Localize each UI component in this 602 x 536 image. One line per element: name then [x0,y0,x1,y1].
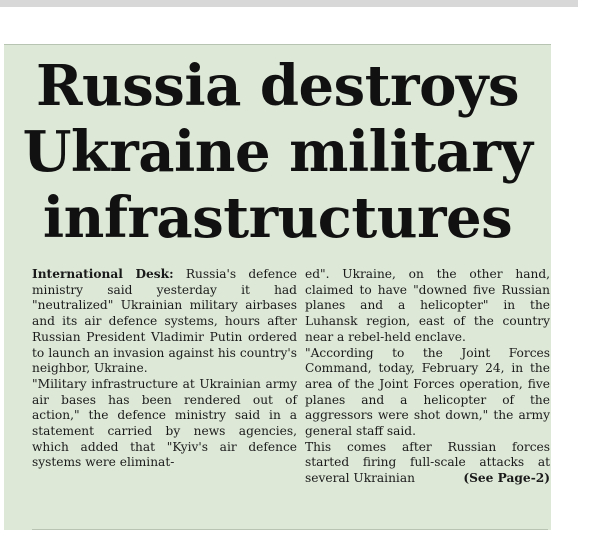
headline-line-3: infrastructures [42,185,513,251]
page-top-rule [0,0,578,7]
article-paragraph [305,440,550,487]
headline [4,53,551,251]
headline-line-2: Ukraine military [22,119,533,185]
article-paragraph [32,267,297,377]
paragraph-text: Russia's defence ministry said yesterday it had "neutralized" Ukrainian military airbases and its air defence systems, hours after Russian President Vladimir Putin ordered to launch an invasion against his country's neighbor, Ukraine. [32,267,297,376]
article-column-left [32,267,297,471]
news-clipping [4,44,551,530]
article-paragraph: "Military infrastructure at Ukrainian army air bases has been rendered out of action," the defence ministry said in a statement carried by news agencies, which added that "Kyiv's air defence systems were eliminat- [32,376,297,470]
headline-line-1: Russia destroys [36,53,519,119]
bottom-rule [32,529,548,530]
continuation-link[interactable]: (See Page-2) [463,471,550,486]
article-column-right [305,267,550,487]
paragraph-text: This comes after Russian forces started firing full-scale attacks at several Ukrainian [305,439,550,486]
article-paragraph: "According to the Joint Forces Command, today, February 24, in the area of the Joint Forces operation, five planes and a helicopter of the aggressors were shot down," the army general staff said. [305,345,550,439]
dateline: International Desk: [32,267,174,281]
article-paragraph: ed". Ukraine, on the other hand, claimed to have "downed five Russian planes and a helicopter" in the Luhansk region, east of the country near a rebel-held enclave. [305,267,550,344]
